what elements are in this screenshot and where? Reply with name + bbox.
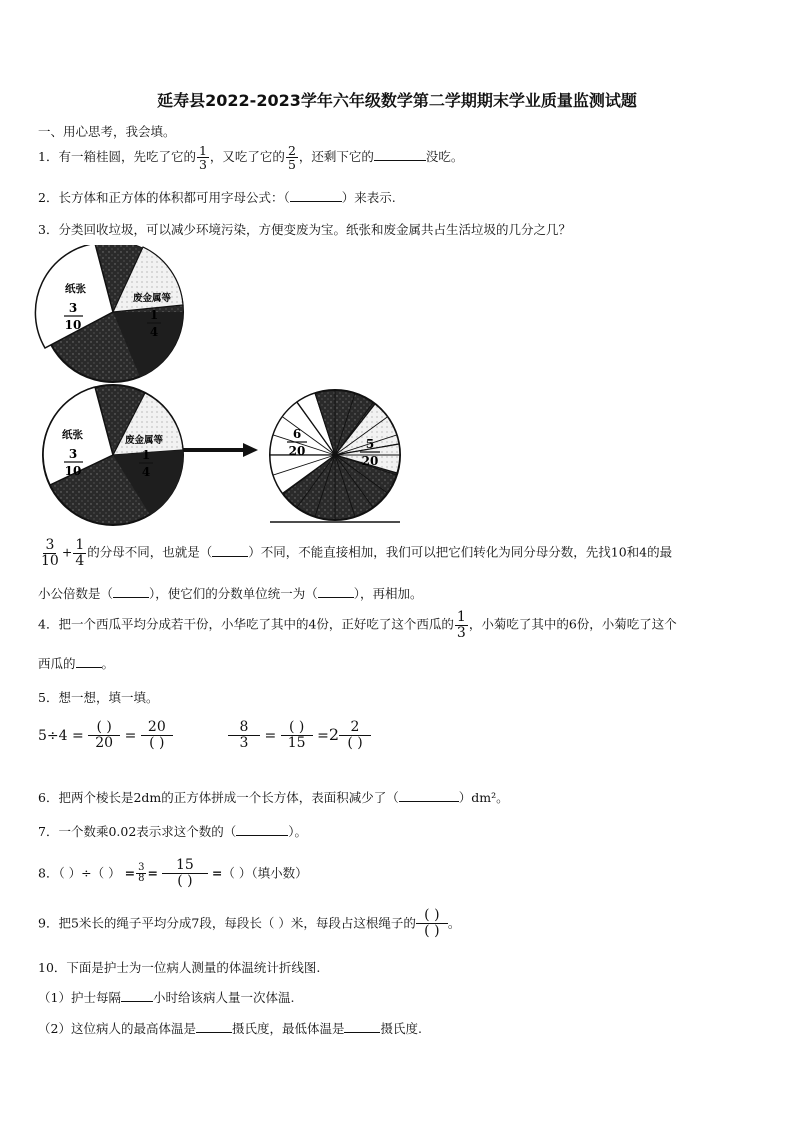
- q1-text-a: 1．有一箱桂圆，先吃了它的: [38, 149, 196, 165]
- q1-text-d: 没吃。: [425, 149, 464, 165]
- question-4-cont: 西瓜的 。: [38, 656, 115, 671]
- q1-fraction-1: $\frac{1}{3}$: [198, 143, 207, 173]
- question-10-sub1: （1）护士每隔 小时给该病人量一次体温.: [38, 990, 295, 1005]
- q1-text-b: ，又吃了它的: [209, 149, 285, 165]
- q8-fraction-1: $\frac{3}{8}$: [138, 861, 145, 885]
- question-2: [38, 188, 396, 206]
- svg-text:废金属等: 废金属等: [125, 435, 164, 446]
- q3-text-a: 的分母不同，也就是（: [87, 544, 213, 560]
- svg-text:纸张: 纸张: [62, 429, 83, 441]
- pie1-metal-label: 废金属等: [133, 293, 172, 304]
- pie-figures: [0, 245, 794, 545]
- q1-answer-blank[interactable]: [374, 149, 426, 161]
- question-10: 10．下面是护士为一位病人测量的体温统计折线图.: [38, 960, 321, 975]
- q4-fraction: $\frac{1}{3}$: [456, 609, 466, 641]
- q3-fraction-2: $\frac{1}{4}$: [75, 537, 85, 569]
- q9-fraction: $\frac{( )}{( )}$: [416, 908, 448, 940]
- svg-text:10: 10: [64, 318, 82, 332]
- q7-answer-blank[interactable]: [236, 824, 288, 836]
- pie-chart-3: [270, 390, 400, 522]
- pie-chart-2: [43, 385, 183, 525]
- svg-text:10: 10: [64, 464, 82, 478]
- svg-text:20: 20: [361, 454, 379, 468]
- q1-fraction-2: $\frac{2}{5}$: [287, 143, 296, 173]
- page-title: 延寿县2022-2023学年六年级数学第二学期期末学业质量监测试题: [157, 91, 637, 110]
- q10-blank-1[interactable]: [121, 990, 153, 1002]
- q3-fraction-1: $\frac{3}{10}$: [41, 537, 59, 569]
- q3-text-b: ）不同，不能直接相加，我们可以把它们转化为同分母分数，先找10和4的最: [248, 544, 673, 560]
- question-3: 3．分类回收垃圾，可以减少环境污染，方便变废为宝。纸张和废金属共占生活垃圾的几分之几？: [38, 222, 571, 237]
- svg-text:1: 1: [149, 308, 159, 322]
- question-3-explanation: $\frac{3}{10}$ + $\frac{1}{4}$ 的分母不同，也就是（ ）不同，不能直接相加，我们可以把它们转化为同分母分数，先找10和4的最: [41, 537, 673, 569]
- question-1: [38, 144, 463, 171]
- svg-text:1: 1: [141, 448, 151, 462]
- question-10-sub2: （2）这位病人的最高体温是 摄氏度，最低体温是 摄氏度.: [38, 1021, 422, 1036]
- svg-text:3: 3: [68, 447, 78, 461]
- svg-text:6: 6: [292, 427, 302, 441]
- pie1-paper-label: 纸张: [65, 283, 86, 295]
- question-4: 4．把一个西瓜平均分成若干份，小华吃了其中的4份，正好吃了这个西瓜的 $\frac{1}{3}$ ，小菊吃了其中的6份，小菊吃了这个: [38, 609, 677, 641]
- q8-fraction-2: $\frac{15}{( )}$: [162, 858, 208, 890]
- question-3-explanation-2: 小公倍数是（ ），使它们的分数单位统一为（ ），再相加。: [38, 586, 423, 601]
- question-5: 5．想一想，填一填。: [38, 690, 159, 705]
- q10-blank-3[interactable]: [344, 1021, 380, 1033]
- svg-text:4: 4: [149, 325, 159, 339]
- q2-text-b: ）来表示.: [341, 190, 396, 205]
- arrow-icon: [183, 443, 258, 457]
- q10-blank-2[interactable]: [196, 1021, 232, 1033]
- q3-blank-2[interactable]: [113, 586, 149, 598]
- q2-text-a: 2．长方体和正方体的体积都可用字母公式：（: [38, 190, 290, 205]
- section-heading: 一、用心思考，我会填。: [38, 124, 176, 139]
- svg-text:20: 20: [288, 444, 306, 458]
- q4-answer-blank[interactable]: [76, 656, 102, 668]
- q6-answer-blank[interactable]: [399, 790, 459, 802]
- svg-text:5: 5: [365, 437, 375, 451]
- question-6: 6．把两个棱长是2dm的正方体拼成一个长方体，表面积减少了（ ）dm²。: [38, 790, 509, 805]
- question-7: 7．一个数乘0.02表示求这个数的（ ）。: [38, 824, 308, 839]
- q3-blank-1[interactable]: [212, 545, 248, 557]
- question-8: 8．（ ）÷（ ） = $\frac{3}{8}$ = $\frac{15}{( )}$ =（ ）（填小数）: [38, 857, 308, 890]
- svg-text:4: 4: [141, 465, 151, 479]
- question-9: 9．把5米长的绳子平均分成7段，每段长（ ）米，每段占这根绳子的 $\frac{( )}{( )}$ 。: [38, 907, 461, 940]
- q1-text-c: ，还剩下它的: [298, 149, 374, 165]
- q2-answer-blank[interactable]: [290, 190, 342, 202]
- question-5-eq1: 5÷4 = $\frac{( )}{20}$ = $\frac{20}{( )}$: [38, 720, 173, 752]
- q3-blank-3[interactable]: [318, 586, 354, 598]
- pie-chart-1: [35, 245, 183, 382]
- svg-text:3: 3: [68, 301, 78, 315]
- question-5-eq2: $\frac{8}{3}$ = $\frac{( )}{15}$ =2 $\frac{2}{( )}$: [228, 720, 371, 752]
